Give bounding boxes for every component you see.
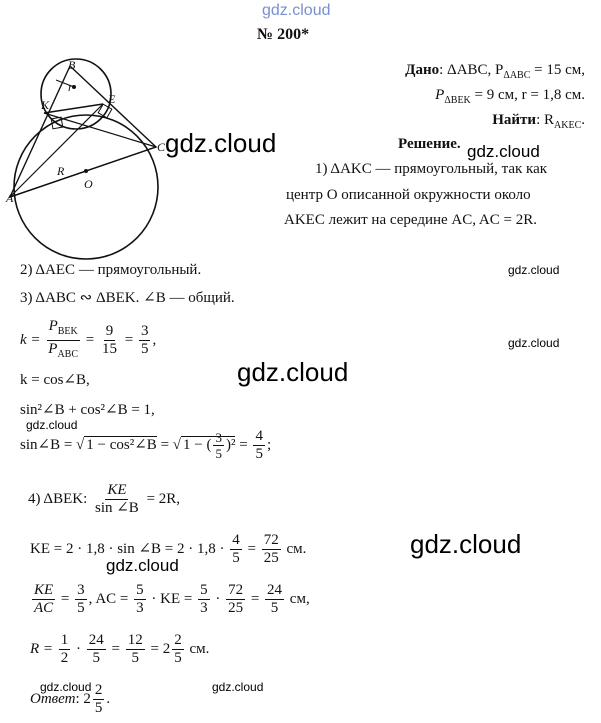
k-cos: k = cos∠B, (20, 372, 90, 388)
watermark-med-1: gdz.cloud (467, 142, 540, 161)
watermark-small-2: gdz.cloud (508, 336, 560, 350)
k-formula: k = $\frac{P_{BEK}}{P_{ABC}}$ = $\frac{9}{15}$ = $\frac{3}{5}$ , (20, 318, 156, 363)
watermark-small-1: gdz.cloud (508, 263, 560, 277)
label-o: O (84, 177, 93, 191)
step-4: 4) ΔBEK: $\frac{KE}{\sin \angle B}$ = 2R, (28, 482, 181, 516)
label-a: A (6, 191, 14, 205)
step-2: 2) ΔAEC — прямоугольный. (20, 262, 202, 278)
k-frac-perimeters: $\frac{P_{BEK}}{P_{ABC}}$ (48, 318, 79, 360)
label-e: E (108, 92, 116, 106)
watermark-big-1: gdz.cloud (165, 128, 277, 158)
step-1a: 1) ΔAKC — прямоугольный, так как (315, 161, 548, 177)
sin-formula: sin∠B = √ 1 − cos²∠B = √ 1 − ( $\frac{3}{5}$ )² = $\frac{4}{5}$ ; (20, 428, 272, 462)
geometry-figure (4, 52, 184, 267)
answer: Ответ: 2 $\frac{2}{5}$ . (30, 682, 111, 716)
watermark-top: gdz.cloud (262, 2, 331, 19)
label-c: C (157, 140, 166, 154)
label-k: K (41, 98, 50, 112)
solution-title: Решение. (398, 136, 461, 152)
watermark-med-2: gdz.cloud (106, 556, 179, 575)
label-b: B (68, 58, 76, 72)
watermark-small-3: gdz.cloud (26, 418, 78, 432)
r-formula: R = $\frac{1}{2}$ · $\frac{24}{5}$ = $\frac{12}{5}$ = 2 $\frac{2}{5}$ см. (30, 632, 210, 666)
watermark-small-4: gdz.cloud (40, 680, 92, 694)
triangle-abc (10, 66, 156, 197)
trig-identity: sin²∠B + cos²∠B = 1, (20, 402, 155, 418)
ac-formula: $\frac{KE}{AC}$ = $\frac{3}{5}$ , AC = $\frac{5}{3}$ · KE = $\frac{5}{3}$ · $\frac{72}{25}$ = $\frac{24}{5}$ см, (34, 582, 310, 616)
watermark-big-3: gdz.cloud (410, 529, 522, 559)
watermark-small-5: gdz.cloud (212, 680, 264, 694)
step-1b: центр O описанной окружности около (286, 187, 531, 203)
problem-number: № 200* (257, 26, 310, 43)
given-line-2: $P_{\Delta BEK} = 9$ см, r = 1,8 см. (435, 87, 585, 106)
label-r-big: R (57, 164, 65, 178)
label-r-small: r (68, 80, 73, 94)
ke-formula: KE = 2 · 1,8 · sin ∠B = 2 · 1,8 · $\frac{4}{5}$ = $\frac{72}{25}$ см. (30, 532, 307, 566)
watermark-big-2: gdz.cloud (237, 357, 349, 387)
find-line: Найти: $R_{AKEC}$. (492, 112, 585, 131)
step-1c: AKEC лежит на середине AC, AC = 2R. (284, 212, 537, 228)
given-line-1: Дано: ΔABC, $P_{\Delta ABC} = 15$ см, (405, 62, 585, 81)
step-3: 3) ΔABC ∾ ΔBEK. ∠B — общий. (20, 290, 235, 306)
